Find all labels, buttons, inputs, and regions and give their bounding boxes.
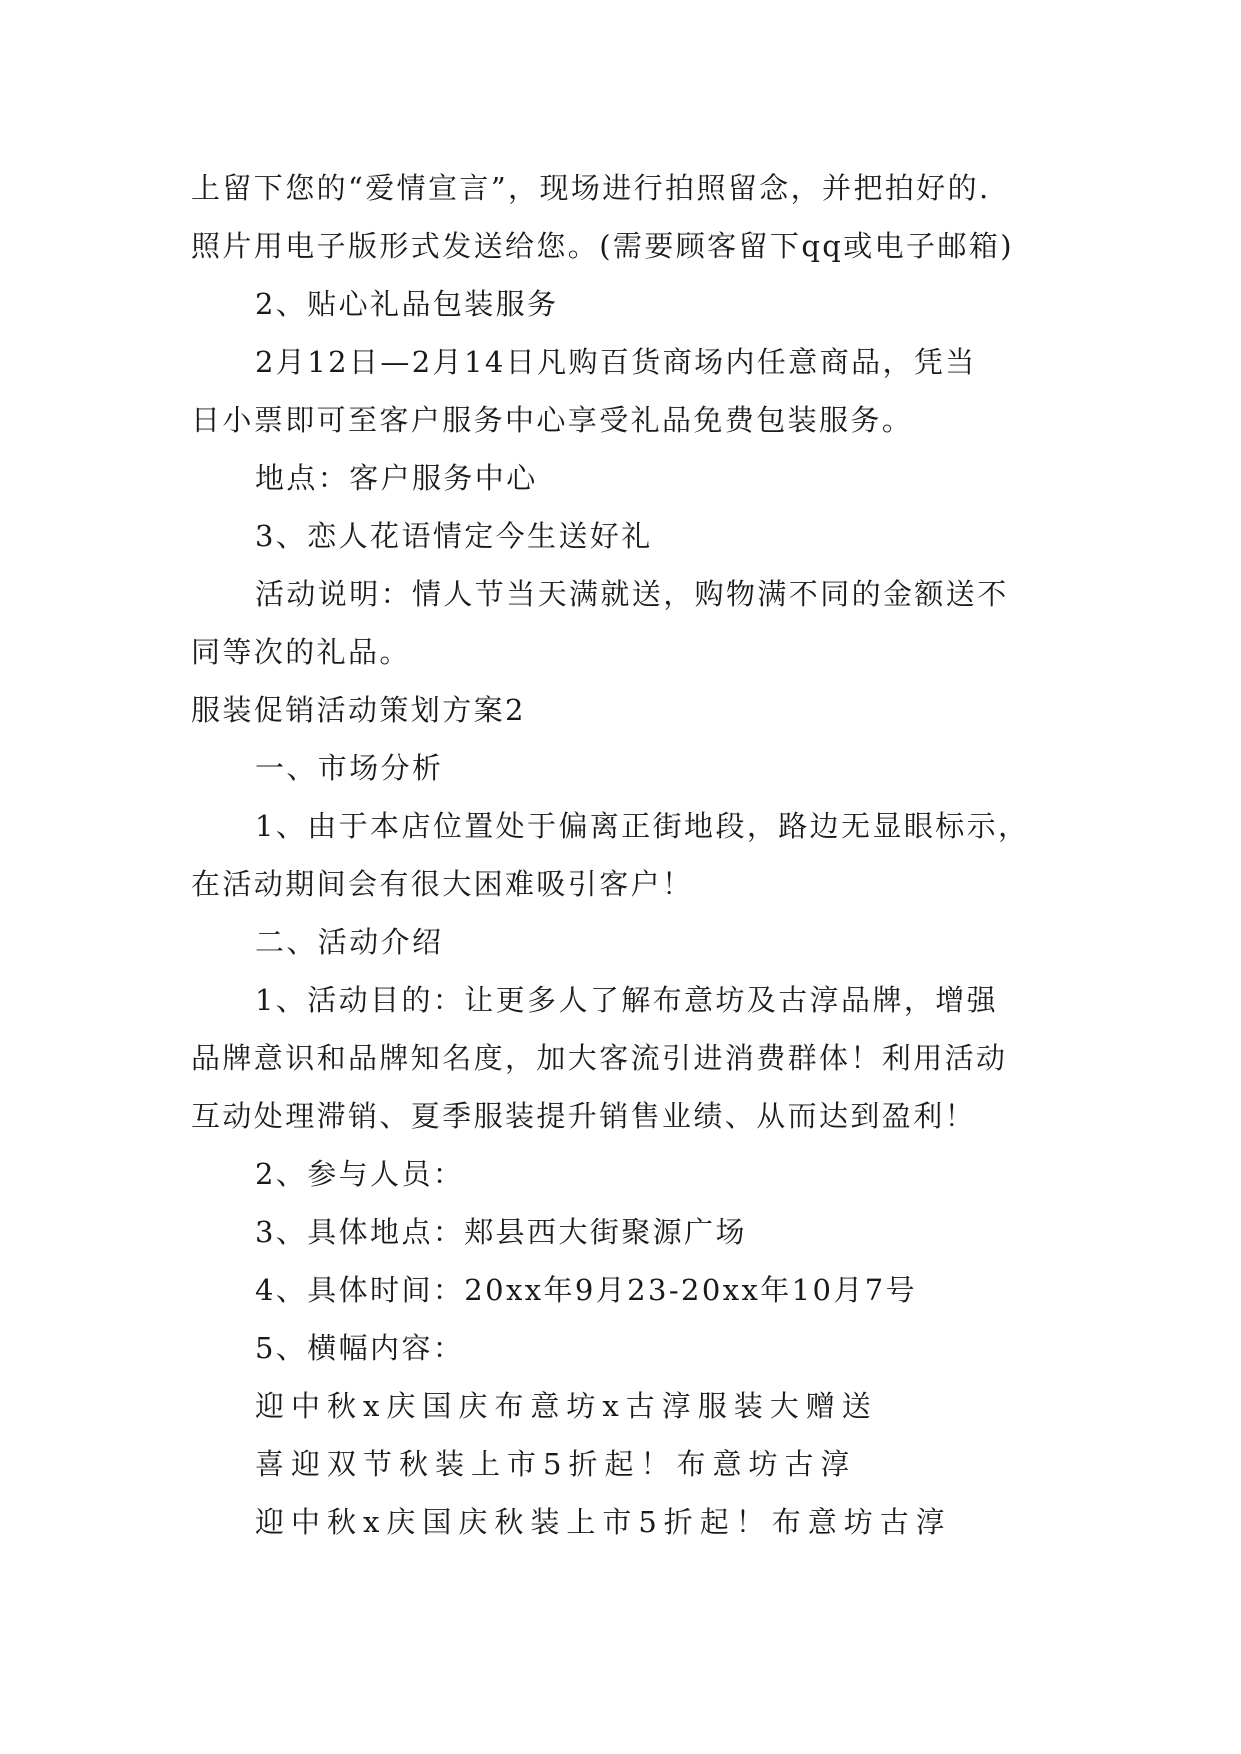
body-line-16: 品牌意识和品牌知名度，加大客流引进消费群体！利用活动 [191, 1041, 1008, 1075]
document-title: 服装促销活动策划方案2 [191, 693, 526, 727]
body-line-15: 1、活动目的：让更多人了解布意坊及古淳品牌，增强 [255, 983, 999, 1017]
body-line-12: 1、由于本店位置处于偏离正街地段，路边无显眼标示， [255, 809, 1030, 843]
body-line-9: 同等次的礼品。 [191, 635, 411, 669]
banner-line-1: 迎中秋x庆国庆布意坊x古淳服装大赠送 [255, 1389, 878, 1423]
date-line: 4、具体时间：20xx年9月23-20xx年10月7号 [255, 1273, 917, 1307]
body-line-4: 2月12日—2月14日凡购百货商场内任意商品，凭当 [255, 345, 977, 379]
activity-description-line: 活动说明：情人节当天满就送，购物满不同的金额送不 [255, 577, 1009, 611]
section-heading-flowers: 3、恋人花语情定今生送好礼 [255, 519, 653, 553]
section-heading-market-analysis: 一、市场分析 [255, 751, 444, 785]
body-line-13: 在活动期间会有很大困难吸引客户！ [191, 867, 694, 901]
section-heading-activity-intro: 二、活动介绍 [255, 925, 444, 959]
venue-line: 3、具体地点：郏县西大街聚源广场 [255, 1215, 747, 1249]
banner-line-3: 迎中秋x庆国庆秋装上市5折起！布意坊古淳 [255, 1505, 952, 1539]
section-heading-gift-wrap: 2、贴心礼品包装服务 [255, 287, 559, 321]
body-line-2: 照片用电子版形式发送给您。(需要顾客留下qq或电子邮箱) [191, 229, 1014, 263]
banner-heading: 5、横幅内容： [255, 1331, 465, 1365]
body-line-1: 上留下您的“爱情宣言”，现场进行拍照留念，并把拍好的. [191, 171, 991, 205]
body-line-17: 互动处理滞销、夏季服装提升销售业绩、从而达到盈利！ [191, 1099, 977, 1133]
banner-line-2: 喜迎双节秋装上市5折起！布意坊古淳 [255, 1447, 857, 1481]
participants-line: 2、参与人员： [255, 1157, 465, 1191]
document-body [191, 159, 1071, 1551]
location-line: 地点：客户服务中心 [255, 461, 538, 495]
body-line-5: 日小票即可至客户服务中心享受礼品免费包装服务。 [191, 403, 914, 437]
